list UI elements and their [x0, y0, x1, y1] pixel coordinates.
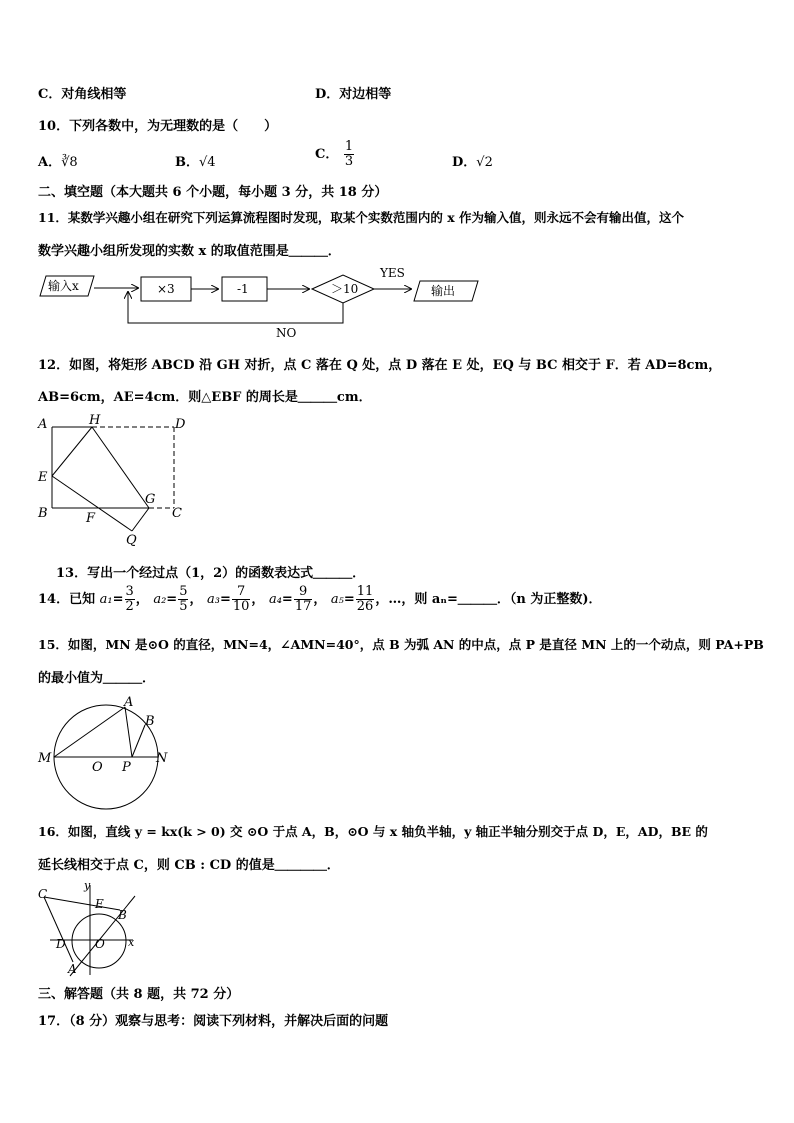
flow-input-text: 输入x [48, 279, 79, 293]
q11-line2: 数学兴趣小组所发现的实数 x 的取值范围是＿＿＿． [38, 244, 341, 259]
q15-label-a: A [124, 695, 134, 710]
q12-label-f: F [86, 511, 96, 526]
q12-line2: AB=6cm，AE=4cm．则△EBF 的周长是＿＿＿cm． [38, 390, 372, 405]
q16-label-o: O [95, 937, 105, 951]
q10-stem: 10．下列各数中，为无理数的是（ ） [38, 119, 278, 134]
q12-line1: 12．如图，将矩形 ABCD 沿 GH 对折，点 C 落在 Q 处，点 D 落在 E 处，EQ 与 BC 相交于 F．若 AD=8cm， [38, 358, 722, 373]
q10-option-a: A．∛8 [38, 155, 78, 170]
flow-condition-text: ＞10 [331, 282, 359, 296]
q12-label-g: G [145, 492, 156, 507]
q16-label-y: y [84, 879, 91, 892]
q12-label-d: D [175, 417, 186, 432]
q12-label-c: C [172, 506, 182, 521]
q12-label-b: B [38, 506, 48, 521]
q12-label-h: H [89, 413, 101, 428]
q16-line1: 16．如图，直线 y = kx(k > 0) 交 ⊙O 于点 A，B，⊙O 与 x 轴负半轴，y 轴正半轴分别交于点 D，E，AD，BE 的 [38, 824, 708, 839]
section-2-heading: 二、填空题（本大题共 6 个小题，每小题 3 分，共 18 分） [38, 185, 388, 200]
q12-label-a: A [38, 417, 48, 432]
q12-label-q: Q [126, 533, 137, 548]
q16-label-b: B [118, 908, 127, 922]
flow-minus1-text: -1 [237, 282, 249, 296]
q15-label-m: M [38, 751, 52, 766]
q15-label-p: P [122, 760, 131, 775]
q10-option-b: B．√4 [175, 155, 216, 170]
q16-label-a: A [68, 962, 77, 976]
q15-label-b: B [145, 714, 155, 729]
q16-line2: 延长线相交于点 C，则 CB : CD 的值是＿＿＿＿． [38, 858, 340, 873]
q16-label-e: E [95, 897, 104, 911]
q15-label-n: N [156, 751, 168, 766]
flow-times3-text: ×3 [157, 282, 175, 296]
flow-output-text: 输出 [431, 284, 456, 298]
q16-label-c: C [38, 887, 48, 901]
q10-option-c: C． $\frac{1}{3}$ [315, 139, 354, 169]
flow-no-label: NO [276, 326, 297, 340]
q17: 17．（8 分）观察与思考：阅读下列材料，并解决后面的问题 [38, 1014, 389, 1029]
section-3-heading: 三、解答题（共 8 题，共 72 分） [38, 987, 240, 1002]
q15-line2: 的最小值为＿＿＿． [38, 671, 156, 686]
flow-yes-label: YES [380, 266, 405, 280]
q9-option-c: C．对角线相等 [38, 87, 127, 102]
q11-line1: 11．某数学兴趣小组在研究下列运算流程图时发现，取某个实数范围内的 x 作为输入值，则永远不会有输出值，这个 [38, 210, 685, 225]
q13: 13．写出一个经过点（1，2）的函数表达式＿＿＿． [56, 566, 366, 581]
q9-option-d: D．对边相等 [315, 87, 392, 102]
q14: 14．已知 a₁= $\frac{3}{2}$ ， a₂= $\frac{5}{5}$ ， a₃= $\frac{7}{10}$ ， a₄= $\frac{9}{17}$ ， a₅= $\frac{11}{26}$ ，…，则 aₙ=＿＿＿．（n 为正整数)． [38, 584, 602, 614]
q15-line1: 15．如图，MN 是⊙O 的直径，MN=4，∠AMN=40°，点 B 为弧 AN 的中点，点 P 是直径 MN 上的一个动点，则 PA+PB [38, 637, 764, 652]
q16-label-x: x [128, 936, 135, 949]
q10-option-d: D．√2 [452, 155, 493, 170]
q15-label-o: O [92, 760, 103, 775]
q16-label-d: D [56, 937, 66, 951]
q12-label-e: E [38, 470, 48, 485]
